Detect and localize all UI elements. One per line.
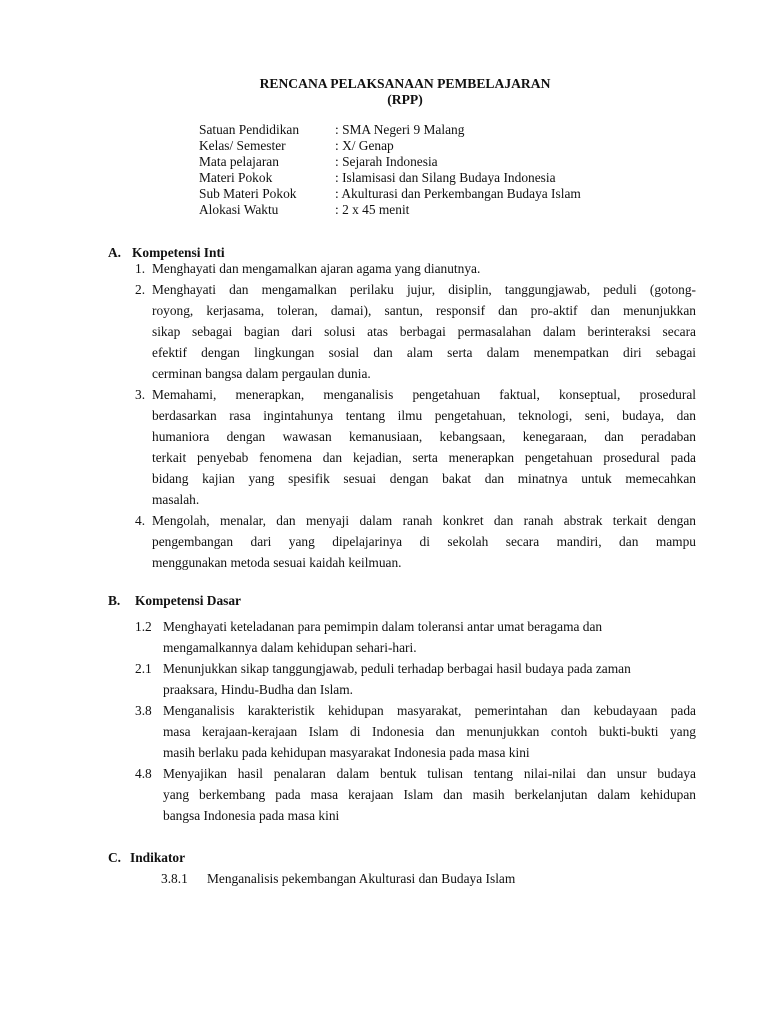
identity-value: : X/ Genap <box>335 138 394 153</box>
list-item-line: Menghayati keteladanan para pemimpin dalam toleransi antar umat beragama dan <box>163 619 603 634</box>
list-item-number: 2.1 <box>135 661 152 676</box>
list-item-line: praaksara, Hindu-Budha dan Islam. <box>163 682 354 697</box>
list-item-line: mengamalkannya dalam kehidupan sehari-hari. <box>163 640 417 655</box>
list-item-line: royong, kerjasama, toleran, damai), santun, responsif dan pro-aktif dan menunjukkan <box>152 303 696 318</box>
identity-row <box>199 138 394 154</box>
identity-value: : Islamisasi dan Silang Budaya Indonesia <box>335 170 556 185</box>
list-item-line: sikap sebagai bagian dari solusi atas berbagai permasalahan dalam berinteraksi secara <box>152 324 696 339</box>
section-title: Kompetensi Inti <box>132 245 225 260</box>
section-title: Indikator <box>130 850 186 865</box>
section-title: Kompetensi Dasar <box>135 593 242 608</box>
section-letter: C. <box>108 850 122 865</box>
identity-value: : Akulturasi dan Perkembangan Budaya Islam <box>335 186 581 201</box>
list-item-line: Menghayati dan mengamalkan perilaku jujur, disiplin, tanggungjawab, peduli (gotong- <box>152 282 696 297</box>
identity-row <box>199 154 438 170</box>
list-item-line: masih berlaku pada kehidupan masyarakat Indonesia pada masa kini <box>163 745 530 760</box>
list-item-line: bidang kajian yang spesifik sesuai dengan bakat dan minatnya untuk memecahkan <box>152 471 696 486</box>
list-item-line: menggunakan metoda sesuai kaidah keilmuan. <box>152 555 402 570</box>
list-item-line: masalah. <box>152 492 200 507</box>
list-item-line: Menghayati dan mengamalkan ajaran agama yang dianutnya. <box>152 261 481 276</box>
document-subtitle: (RPP) <box>387 92 423 107</box>
list-item-number: 3. <box>135 387 146 402</box>
list-item-number: 1.2 <box>135 619 152 634</box>
list-item-line: efektif dengan lingkungan sosial dan alam serta dalam menempatkan diri sebagai <box>152 345 696 360</box>
list-item-line: Mengolah, menalar, dan menyaji dalam ranah konkret dan ranah abstrak terkait dengan <box>152 513 696 528</box>
list-item-line: pengembangan dari yang dipelajarinya di sekolah secara mandiri, dan mampu <box>152 534 696 549</box>
list-item-line: Menganalisis pekembangan Akulturasi dan Budaya Islam <box>207 871 516 886</box>
identity-label: Alokasi Waktu <box>199 202 279 217</box>
identity-label: Mata pelajaran <box>199 154 279 169</box>
identity-row <box>199 122 464 138</box>
section-b-heading <box>108 593 241 609</box>
list-item-line: humaniora dengan wawasan kemanusiaan, kebangsaan, kenegaraan, dan peradaban <box>152 429 696 444</box>
list-item-line: bangsa Indonesia pada masa kini <box>163 808 340 823</box>
list-item-line: masa kerajaan-kerajaan Islam di Indonesia dan menunjukkan contoh bukti-bukti yang <box>163 724 696 739</box>
identity-label: Materi Pokok <box>199 170 273 185</box>
list-item-number: 3.8 <box>135 703 152 718</box>
identity-row <box>199 186 581 202</box>
list-item-line: cerminan bangsa dalam pergaulan dunia. <box>152 366 371 381</box>
list-item-number: 3.8.1 <box>161 871 188 886</box>
list-item-line: yang berkembang pada masa kerajaan Islam dan masih berkelanjutan dalam kehidupan <box>163 787 696 802</box>
section-a-heading <box>108 245 225 261</box>
document-title: RENCANA PELAKSANAAN PEMBELAJARAN <box>259 76 551 91</box>
identity-value: : Sejarah Indonesia <box>335 154 438 169</box>
section-letter: B. <box>108 593 121 608</box>
identity-label: Kelas/ Semester <box>199 138 286 153</box>
list-item-number: 2. <box>135 282 146 297</box>
identity-value: : SMA Negeri 9 Malang <box>335 122 465 137</box>
identity-value: : 2 x 45 menit <box>335 202 410 217</box>
list-item-line: Menganalisis karakteristik kehidupan masyarakat, pemerintahan dan kebudayaan pada <box>163 703 696 718</box>
identity-row <box>199 202 409 218</box>
list-item-line: berdasarkan rasa ingintahunya tentang ilmu pengetahuan, teknologi, seni, budaya, dan <box>152 408 696 423</box>
list-item-line: terkait penyebab fenomena dan kejadian, serta menerapkan pengetahuan prosedural pada <box>152 450 696 465</box>
identity-label: Sub Materi Pokok <box>199 186 297 201</box>
list-item-number: 4. <box>135 513 146 528</box>
identity-row <box>199 170 556 186</box>
section-c-heading <box>108 850 185 866</box>
list-item-line: Menyajikan hasil penalaran dalam bentuk tulisan tentang nilai-nilai dan unsur budaya <box>163 766 696 781</box>
section-letter: A. <box>108 245 122 260</box>
list-item-number: 1. <box>135 261 146 276</box>
list-item-line: Menunjukkan sikap tanggungjawab, peduli terhadap berbagai hasil budaya pada zaman <box>163 661 631 676</box>
identity-label: Satuan Pendidikan <box>199 122 300 137</box>
list-item-line: Memahami, menerapkan, menganalisis pengetahuan faktual, konseptual, prosedural <box>152 387 696 402</box>
list-item-number: 4.8 <box>135 766 152 781</box>
